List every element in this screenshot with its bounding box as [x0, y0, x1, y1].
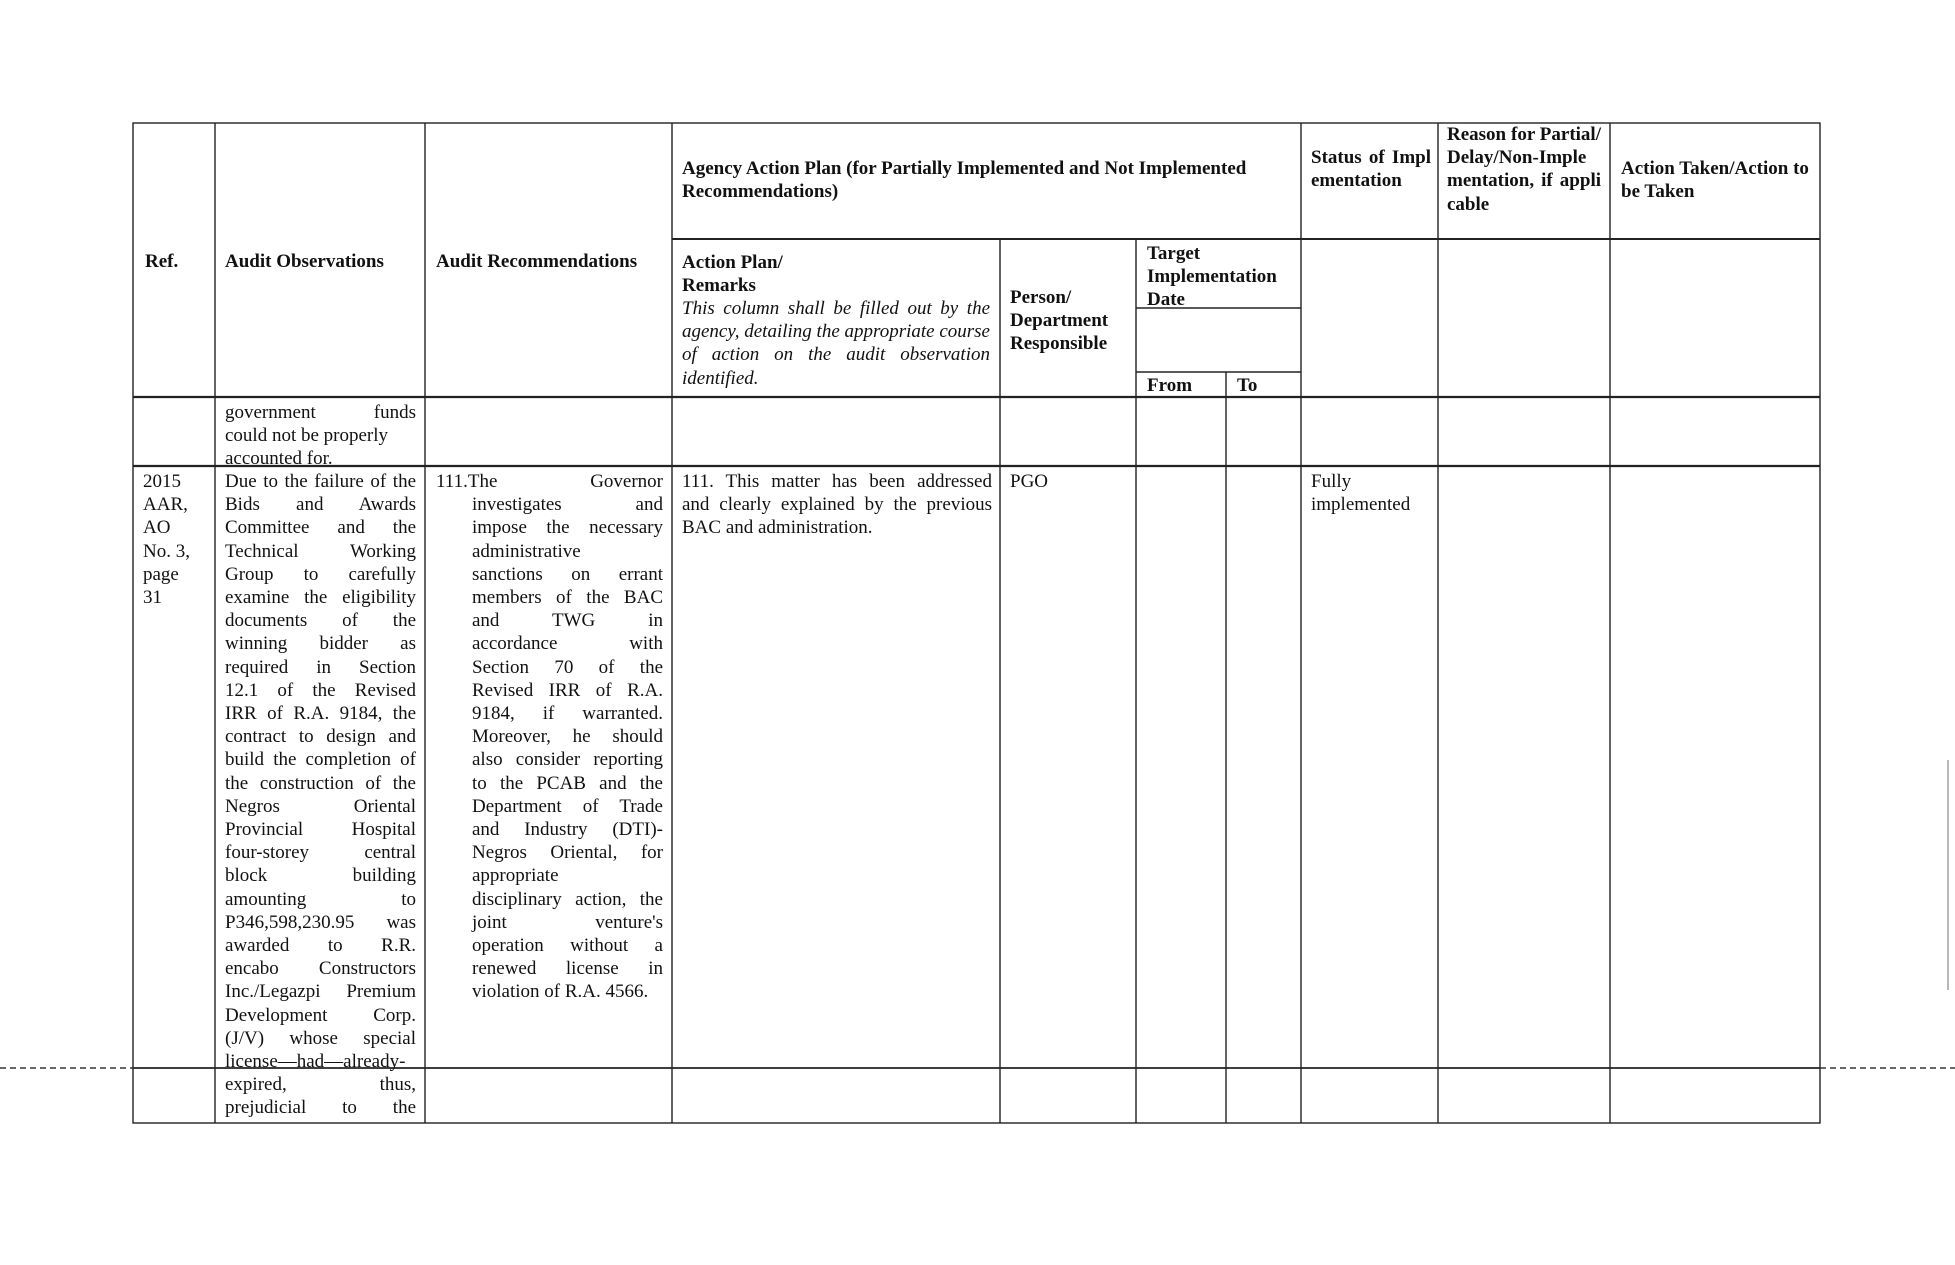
- row2-observation: Due to the failure of the Bids and Awards Committee and the Technical Working Group to carefully examine the eligibility documents of the winning bidder as required in Section 12.1 of the Revised IRR of R.A. 9184, the contract to design and build the completion of the construction of the Negros Oriental Provincial Hospital four-storey central block building amounting to P346,598,230.95 was awarded to R.R. encabo Constructors Inc./Legazpi Premium Development Corp. (J/V) whose special license—had—already- expired, thus, prejudicial to the: [225, 471, 416, 1119]
- header-ref: Ref.: [145, 251, 179, 272]
- header-action-plan-title: Action Plan/ Remarks: [682, 252, 783, 297]
- header-action-plan-note: This column shall be filled out by the agency, detailing the appropriate course of action on the audit observation identified.: [682, 298, 990, 389]
- header-target-date: Target Implementation Date: [1147, 243, 1277, 311]
- header-agency-action-plan: Agency Action Plan (for Partially Implemented and Not Implemented Recommendations): [682, 158, 1247, 203]
- header-person-responsible: Person/ Department Responsible: [1010, 287, 1109, 355]
- header-audit-observations: Audit Observations: [225, 251, 384, 272]
- header-audit-recommendations: Audit Recommendations: [436, 251, 638, 272]
- recommendation-first-word: Governor: [590, 471, 663, 492]
- header-status: Status of Implementation: [1311, 147, 1431, 192]
- row2-person-responsible: PGO: [1010, 471, 1049, 492]
- header-to: To: [1237, 375, 1258, 396]
- row2-status: Fully implemented: [1311, 471, 1411, 516]
- row2-action-plan: 111. This matter has been addressed and clearly explained by the previous BAC and administration.: [682, 471, 992, 539]
- header-action-taken: Action Taken/Action to be Taken: [1621, 158, 1809, 203]
- row1-observation: government funds could not be properly accounted for.: [225, 402, 416, 470]
- recommendation-number: 111.The: [436, 471, 498, 492]
- header-from: From: [1147, 375, 1193, 396]
- row2-recommendation: 111.The Governor investigates and impose the necessary administrative sanctions on errant members of the BAC and TWG in accordance with Section 70 of the Revised IRR of R.A. 9184, if warranted. Moreover, he should also consider reporting to the PCAB and the Department of Trade and Industry (DTI)- Negros Oriental, for appropriate disciplinary action, the joint venture's operation without a renewed license in violation of R.A. 4566.: [436, 471, 663, 1003]
- row2-ref: 2015 AAR, AO No. 3, page 31: [143, 471, 190, 609]
- header-reason: Reason for Partial/Delay/Non-Implementation, if applicable: [1447, 124, 1601, 215]
